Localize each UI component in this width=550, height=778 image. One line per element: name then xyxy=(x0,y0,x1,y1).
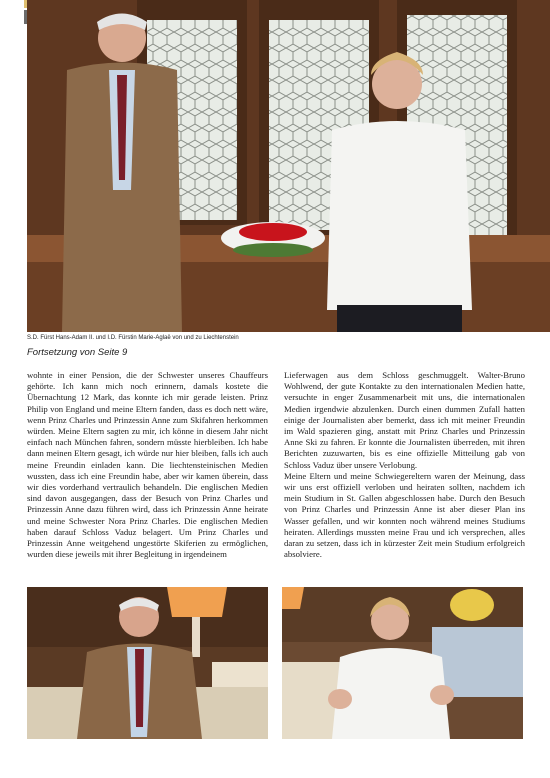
bottom-photo-right xyxy=(282,587,523,739)
bottom-photo-left xyxy=(27,587,268,739)
photo-caption: S.D. Fürst Hans-Adam II. und I.D. Fürstin Marie-Aglaë von und zu Liechtenstein xyxy=(27,335,239,341)
article-right-column xyxy=(284,370,525,560)
article-left-column xyxy=(27,370,268,560)
article-paragraph: Meine Eltern und meine Schwiegereltern waren der Meinung, dass wir uns erst offiziell verloben und heiraten sollten, nachdem ich mein Studium in St. Gallen abgeschlossen habe. Durch den Besuch von Prinz Charles und Prinzessin Anne ist aber dieser Plan ins Wasser gefallen, und wir konnten noch während meines Studiums heiraten. Allerdings mussten meine Frau und ich versprechen, alles daran zu setzen, dass ich in kürzester Zeit mein Studium erfolgreich absolviere. xyxy=(284,470,525,560)
top-photo xyxy=(27,0,550,332)
bottom-photo-woman-icon xyxy=(282,587,523,739)
top-photo-couple-icon xyxy=(27,0,550,332)
bottom-photo-man-icon xyxy=(27,587,268,739)
continued-from-label: Fortsetzung von Seite 9 xyxy=(27,347,128,358)
article-paragraph: Lieferwagen aus dem Schloss geschmuggelt. Walter-Bruno Wohlwend, der gute Kontakte zu den internationalen Medien hatte, versuchte in enger Zusammenarbeit mit uns, die internationalen Medien irgendwie abzulenken. Durch einen dummen Zufall hatten einige der Journalisten aber bemerkt, dass ich mit meiner Freundin im Wald spazieren ging, anstatt mit Prinz Charles und Prinzessin Anne Ski zu fahren. Er konnte die Journalisten überreden, mit ihren Berichten zuzuwarten, bis es eine offizielle Mitteilung gab von Schloss Vaduz über unsere Verlobung. xyxy=(284,370,525,470)
article-paragraph: wohnte in einer Pension, die der Schwester unseres Chauffeurs gehörte. Ich kann mich noch erinnern, damals kostete die Übernachtung 12 Mark, das konnte ich mir gerade leisten. Prinz Philip von England und meine Eltern fanden, dass es doch nett wäre, wenn Prinz Charles und Prinzessin Anne zum Skifahren herkommen würden. Meine Eltern sagten zu mir, ich könne in diesem Jahr nicht einfach nach München fahren, sondern müsste hierbleiben. Ich habe dann meinen Eltern gesagt, ich würde nur hier bleiben, falls ich auch meine Freundin einladen kann. Die liechtensteinischen Medien wussten, dass ich eine Freundin habe, aber wir kamen überein, dass wir dies vorderhand vertraulich behandeln. Die englischen Medien sind davon ausgegangen, dass der Besuch von Prinz Charles und Prinzessin Anne dazu führen wird, dass ich Prinzessin Anne heirate und meine Schwester Nora Prinz Charles. Die englischen Medien haben darauf Schloss Vaduz belagert. Um Prinz Charles und Prinzessin Anne weitgehend ungestörte Skiferien zu ermöglichen, wurden diese jeweils mit ihrer Begleitung in irgendeinem xyxy=(27,370,268,560)
